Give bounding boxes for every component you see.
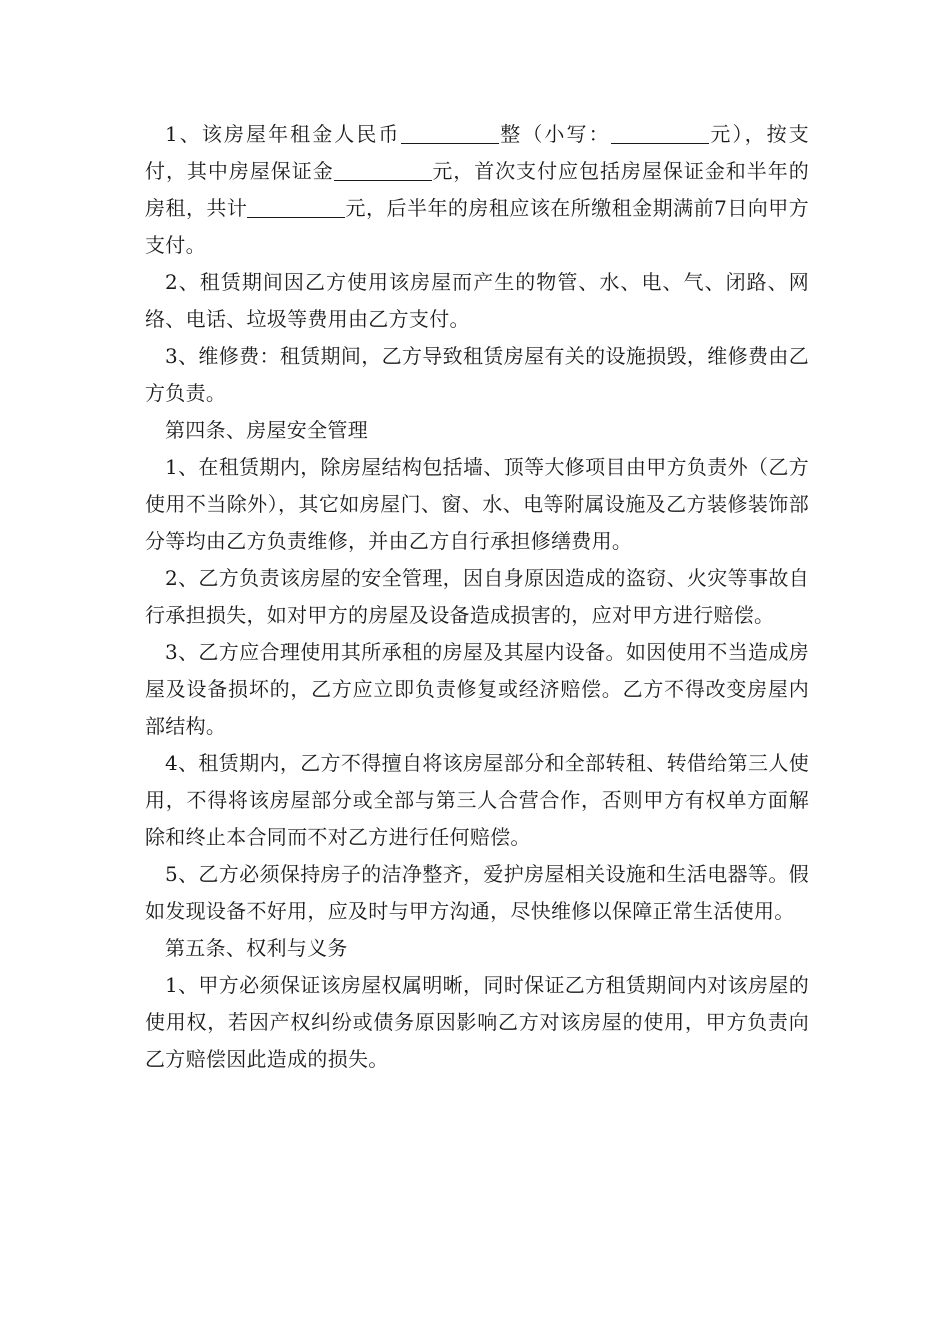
- clause-text: 元），按支付，其中房屋保证金: [145, 122, 810, 183]
- clause-repair-fees: 3、维修费：租赁期间，乙方导致租赁房屋有关的设施损毁，维修费由乙方负责。: [145, 344, 809, 405]
- clause-maintenance-responsibility: 1、在租赁期内，除房屋结构包括墙、顶等大修项目由甲方负责外（乙方使用不当除外），其它如房屋门、窗、水、电等附属设施及乙方装修装饰部分等均由乙方负责维修，并由乙方自行承担修缮费用。: [145, 455, 809, 553]
- clause-text: 1、该房屋年租金人民币: [165, 122, 401, 146]
- section-heading-article-4: 第四条、房屋安全管理: [165, 418, 368, 442]
- clause-ownership-guarantee: 1、甲方必须保证该房屋权属明晰，同时保证乙方租赁期间内对该房屋的使用权，若因产权纠纷或债务原因影响乙方对该房屋的使用，甲方负责向乙方赔偿因此造成的损失。: [145, 973, 809, 1071]
- clause-text: 整（小写：: [498, 122, 611, 146]
- clause-no-sublease: 4、租赁期内，乙方不得擅自将该房屋部分和全部转租、转借给第三人使用，不得将该房屋部分或全部与第三人合营合作，否则甲方有权单方面解除和终止本合同而不对乙方进行任何赔偿。: [145, 751, 809, 849]
- clause-cleanliness: 5、乙方必须保持房子的洁净整齐，爱护房屋相关设施和生活电器等。假如发现设备不好用，应及时与甲方沟通，尽快维修以保障正常生活使用。: [145, 862, 809, 923]
- clause-proper-use: 3、乙方应合理使用其所承租的房屋及其屋内设备。如因使用不当造成房屋及设备损坏的，乙方应立即负责修复或经济赔偿。乙方不得改变房屋内部结构。: [145, 640, 809, 738]
- document-body: [145, 116, 809, 1078]
- blank-first-payment-total: [247, 193, 345, 218]
- clause-rent-payment: [145, 116, 809, 264]
- clause-text: 元，后半年的房租应该在所缴租金期满前7日向甲方支付。: [145, 196, 810, 257]
- blank-rent-amount-words: [401, 119, 499, 144]
- clause-utility-fees: 2、租赁期间因乙方使用该房屋而产生的物管、水、电、气、闭路、网络、电话、垃圾等费用由乙方支付。: [145, 270, 809, 331]
- blank-deposit-amount: [334, 156, 432, 181]
- clause-text: 元，首次支付应包括房屋保证金和半年的房租，共计: [145, 159, 809, 220]
- blank-rent-amount-figures: [611, 119, 709, 144]
- section-heading-article-5: 第五条、权利与义务: [165, 936, 348, 960]
- clause-safety-management: 2、乙方负责该房屋的安全管理，因自身原因造成的盗窃、火灾等事故自行承担损失，如对甲方的房屋及设备造成损害的，应对甲方进行赔偿。: [145, 566, 809, 627]
